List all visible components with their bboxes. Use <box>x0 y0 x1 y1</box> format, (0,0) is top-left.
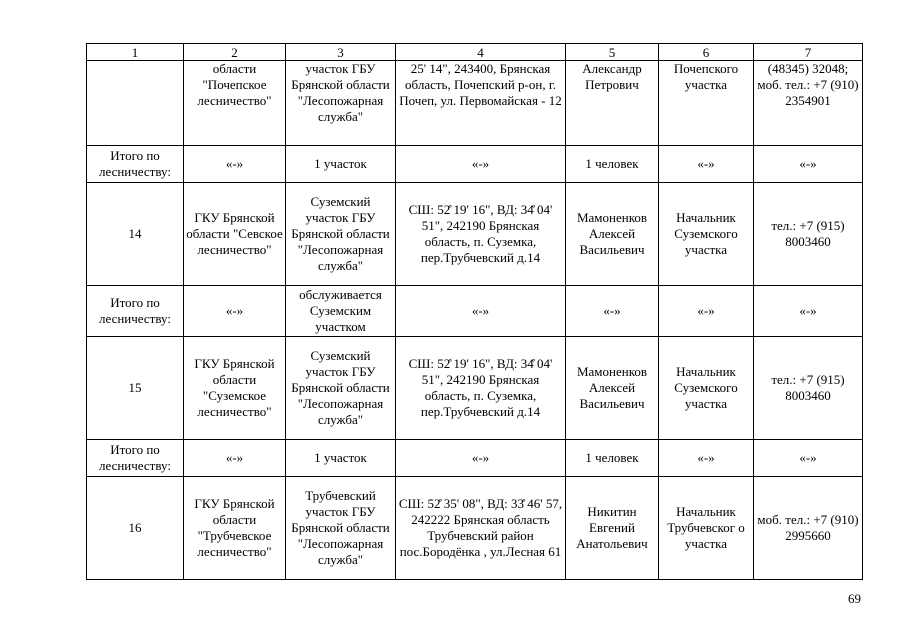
table-row-continuation <box>87 61 863 146</box>
cell-forestry: ГКУ Брянской области "Суземское лесничество" <box>184 337 286 440</box>
cell-position: Начальник Суземского участка <box>659 183 754 286</box>
table-row <box>87 337 863 440</box>
cell-fire-unit: 1 участок <box>286 440 396 477</box>
header-cell: 4 <box>396 44 566 61</box>
cell-person: Мамоненков Алексей Васильевич <box>566 337 659 440</box>
cell-position: Начальник Суземского участка <box>659 337 754 440</box>
header-cell: 2 <box>184 44 286 61</box>
header-cell: 6 <box>659 44 754 61</box>
table-row <box>87 183 863 286</box>
cell-address: «-» <box>396 286 566 337</box>
table-row <box>87 477 863 580</box>
cell-phone: тел.: +7 (915) 8003460 <box>754 183 863 286</box>
cell-forestry: «-» <box>184 440 286 477</box>
cell-address: СШ: 52̊ 19' 16", ВД: 34̊ 04' 51", 242190 Брянская область, п. Суземка, пер.Трубчевский д.14 <box>396 183 566 286</box>
cell-fire-unit: обслуживается Суземским участком <box>286 286 396 337</box>
header-cell: 5 <box>566 44 659 61</box>
cell-phone: «-» <box>754 146 863 183</box>
cell-person: 1 человек <box>566 440 659 477</box>
cell-position: «-» <box>659 440 754 477</box>
cell-person: 1 человек <box>566 146 659 183</box>
cell-fire-unit: Трубчевский участок ГБУ Брянской области "Лесопожарная служба" <box>286 477 396 580</box>
cell-position: Начальник Трубчевског о участка <box>659 477 754 580</box>
header-cell: 7 <box>754 44 863 61</box>
cell-forestry: «-» <box>184 146 286 183</box>
cell-phone: (48345) 32048; моб. тел.: +7 (910) 2354901 <box>754 61 863 146</box>
cell-number <box>87 61 184 146</box>
cell-address: «-» <box>396 440 566 477</box>
cell-person: Мамоненков Алексей Васильевич <box>566 183 659 286</box>
cell-phone: «-» <box>754 286 863 337</box>
cell-forestry: ГКУ Брянской области "Трубчевское лесничество" <box>184 477 286 580</box>
header-cell: 3 <box>286 44 396 61</box>
cell-total-label: Итого по лесничеству: <box>87 286 184 337</box>
cell-forestry: области "Почепское лесничество" <box>184 61 286 146</box>
header-cell: 1 <box>87 44 184 61</box>
cell-forestry: «-» <box>184 286 286 337</box>
cell-position: «-» <box>659 286 754 337</box>
cell-phone: тел.: +7 (915) 8003460 <box>754 337 863 440</box>
cell-address: «-» <box>396 146 566 183</box>
table-row-total <box>87 286 863 337</box>
cell-fire-unit: 1 участок <box>286 146 396 183</box>
table-row-total <box>87 440 863 477</box>
cell-phone: моб. тел.: +7 (910) 2995660 <box>754 477 863 580</box>
cell-address: СШ: 52̊ 35' 08", ВД: 33̊ 46' 57, 242222 Брянская область Трубчевский район пос.Бородёнка , ул.Лесная 61 <box>396 477 566 580</box>
cell-phone: «-» <box>754 440 863 477</box>
cell-forestry: ГКУ Брянской области "Севское лесничество" <box>184 183 286 286</box>
cell-number: 16 <box>87 477 184 580</box>
cell-address: СШ: 52̊ 19' 16", ВД: 34̊ 04' 51", 242190 Брянская область, п. Суземка, пер.Трубчевский д.14 <box>396 337 566 440</box>
cell-person: Никитин Евгений Анатольевич <box>566 477 659 580</box>
cell-number: 15 <box>87 337 184 440</box>
cell-position: «-» <box>659 146 754 183</box>
cell-address: 25' 14", 243400, Брянская область, Почепский р-он, г. Почеп, ул. Первомайская - 12 <box>396 61 566 146</box>
forestry-table <box>86 43 863 580</box>
cell-person: Александр Петрович <box>566 61 659 146</box>
cell-number: 14 <box>87 183 184 286</box>
cell-fire-unit: Суземский участок ГБУ Брянской области "Лесопожарная служба" <box>286 337 396 440</box>
cell-total-label: Итого по лесничеству: <box>87 440 184 477</box>
cell-person: «-» <box>566 286 659 337</box>
cell-fire-unit: участок ГБУ Брянской области "Лесопожарная служба" <box>286 61 396 146</box>
cell-fire-unit: Суземский участок ГБУ Брянской области "Лесопожарная служба" <box>286 183 396 286</box>
table-row-total <box>87 146 863 183</box>
cell-position: Почепского участка <box>659 61 754 146</box>
header-row <box>87 44 863 61</box>
page-number: 69 <box>848 591 861 606</box>
cell-total-label: Итого по лесничеству: <box>87 146 184 183</box>
